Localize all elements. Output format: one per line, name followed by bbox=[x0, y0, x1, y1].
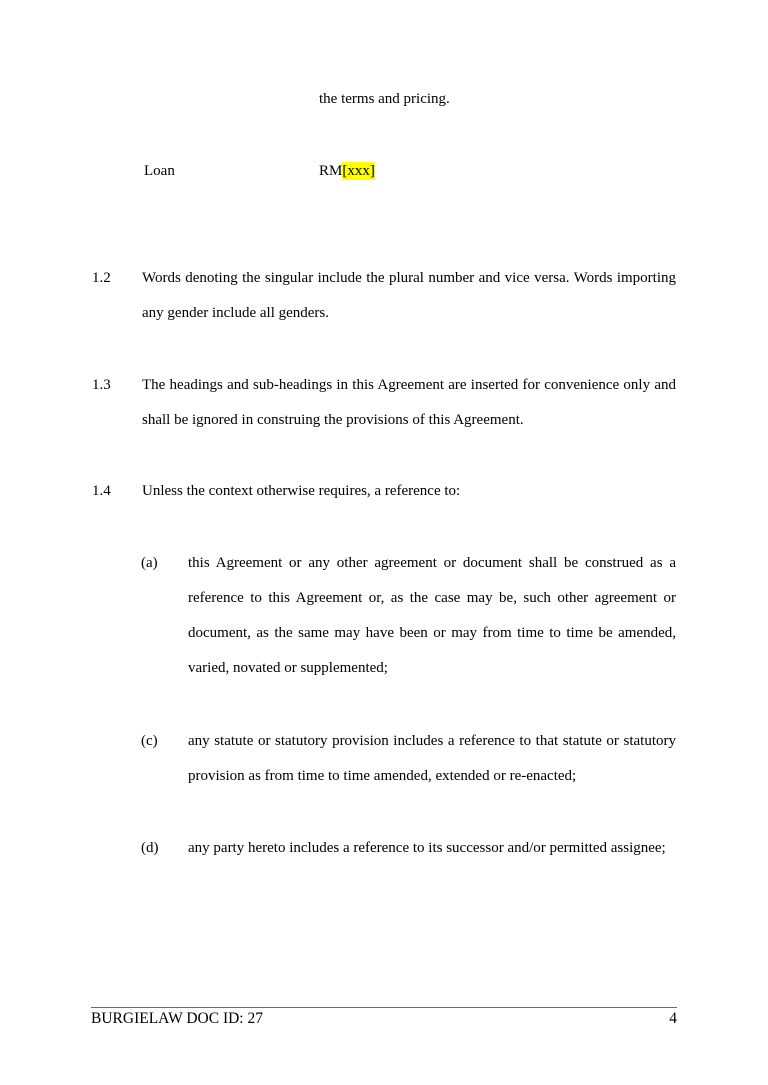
definition-term: Loan bbox=[144, 163, 175, 179]
subclause-label: (a) bbox=[141, 555, 158, 571]
subclause-label: (d) bbox=[141, 840, 159, 856]
clause-number: 1.3 bbox=[92, 377, 111, 393]
subclause-a bbox=[141, 546, 676, 686]
subclause-body bbox=[188, 546, 676, 686]
definition-value bbox=[319, 154, 375, 189]
clause-number: 1.2 bbox=[92, 270, 111, 286]
footer-doc-id: BURGIELAW DOC ID: 27 bbox=[91, 1010, 263, 1027]
text-line: any gender include all genders. bbox=[142, 305, 330, 321]
text-line: document, as the same may have been or may from time to time be amended, bbox=[188, 625, 676, 641]
text-line: The headings and sub-headings in this Agreement are inserted for convenience only and bbox=[142, 377, 676, 393]
text-line: this Agreement or any other agreement or document shall be construed as a bbox=[188, 555, 676, 571]
clause-body bbox=[142, 261, 676, 331]
subclause-d bbox=[141, 831, 676, 866]
page-footer bbox=[91, 1008, 677, 1030]
paragraph-continuation: the terms and pricing. bbox=[319, 91, 450, 107]
definition-value-prefix: RM bbox=[319, 163, 343, 179]
clause-1-4 bbox=[92, 474, 676, 509]
subclause-c bbox=[141, 724, 676, 794]
clause-number: 1.4 bbox=[92, 483, 111, 499]
text-line: reference to this Agreement or, as the case may be, such other agreement or bbox=[188, 590, 676, 606]
subclause-body bbox=[188, 831, 676, 866]
text-line: Words denoting the singular include the plural number and vice versa. Words importing bbox=[142, 270, 676, 286]
clause-body bbox=[142, 474, 676, 509]
definition-row bbox=[0, 154, 768, 189]
text-line: Unless the context otherwise requires, a reference to: bbox=[142, 483, 461, 499]
footer-page-number: 4 bbox=[669, 1010, 677, 1027]
text-line: provision as from time to time amended, extended or re-enacted; bbox=[188, 768, 577, 784]
text-line: any party hereto includes a reference to its successor and/or permitted assignee; bbox=[188, 840, 666, 856]
text-line: shall be ignored in construing the provisions of this Agreement. bbox=[142, 412, 524, 428]
subclause-label: (c) bbox=[141, 733, 158, 749]
text-line: any statute or statutory provision includes a reference to that statute or statutory bbox=[188, 733, 676, 749]
text-line: varied, novated or supplemented; bbox=[188, 660, 388, 676]
clause-1-2 bbox=[92, 261, 676, 331]
subclause-body bbox=[188, 724, 676, 794]
highlighted-placeholder: [xxx] bbox=[342, 163, 375, 179]
clause-body bbox=[142, 368, 676, 438]
clause-1-3 bbox=[92, 368, 676, 438]
